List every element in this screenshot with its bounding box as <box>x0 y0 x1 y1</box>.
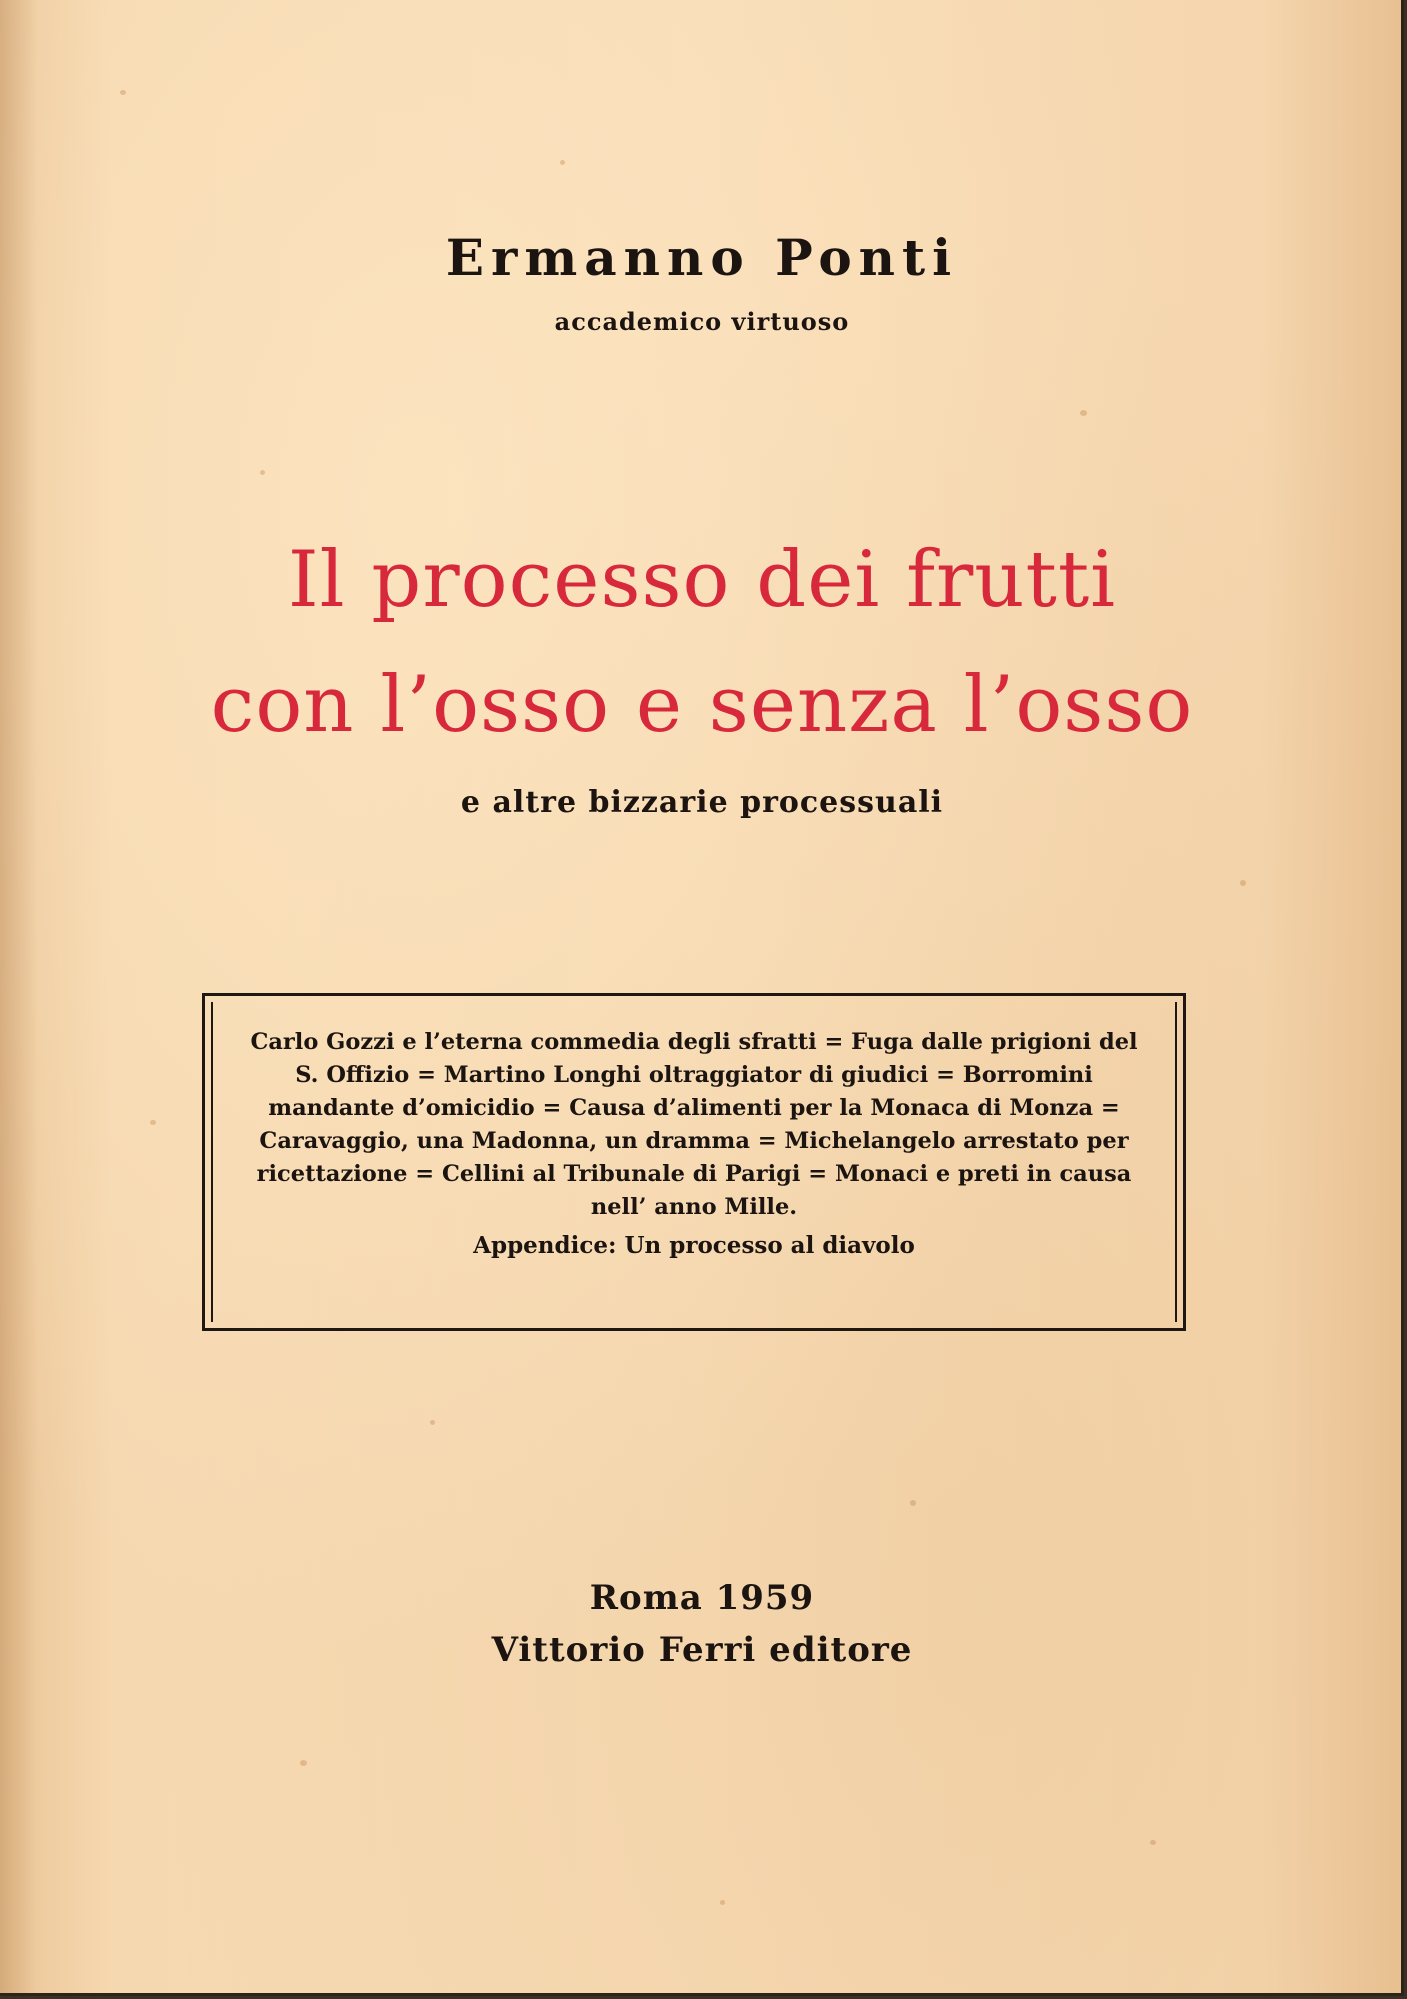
foxing-spot <box>120 90 126 95</box>
foxing-spot <box>720 1900 725 1905</box>
foxing-spot <box>430 1420 435 1425</box>
foxing-spot <box>1150 1840 1156 1845</box>
foxing-spot <box>1080 410 1087 416</box>
place-year: Roma 1959 <box>589 1578 815 1618</box>
title-line-2: con l’osso e senza l’osso <box>210 660 1194 750</box>
subtitle: e altre bizzarie processuali <box>460 785 944 820</box>
foxing-spot <box>1240 880 1246 886</box>
author-role: accademico virtuoso <box>554 307 850 336</box>
title-line-1: Il processo dei frutti <box>287 535 1117 625</box>
contents-list: Carlo Gozzi e l’eterna commedia degli sfratti = Fuga dalle prigioni del S. Offizio = Martino Longhi oltraggiator di giudici = Borromini mandante d’omicidio = Causa d’alimenti per la Monaca di Monza = Caravaggio, una Madonna, un dramma = Michelangelo arrestato per ricettazione = Cellini al Tribunale di Parigi = Monaci e preti in causa nell’ anno Mille. <box>250 1029 1138 1220</box>
appendix-line: Appendice: Un processo al diavolo <box>473 1232 915 1259</box>
author-name: Ermanno Ponti <box>445 228 959 287</box>
foxing-spot <box>260 470 265 475</box>
spine-shadow <box>0 0 38 1993</box>
foxing-spot <box>300 1760 307 1766</box>
contents-box <box>202 993 1186 1331</box>
foxing-spot <box>560 160 565 165</box>
publisher: Vittorio Ferri editore <box>491 1630 913 1670</box>
foxing-spot <box>150 1120 156 1125</box>
foxing-spot <box>910 1500 916 1506</box>
